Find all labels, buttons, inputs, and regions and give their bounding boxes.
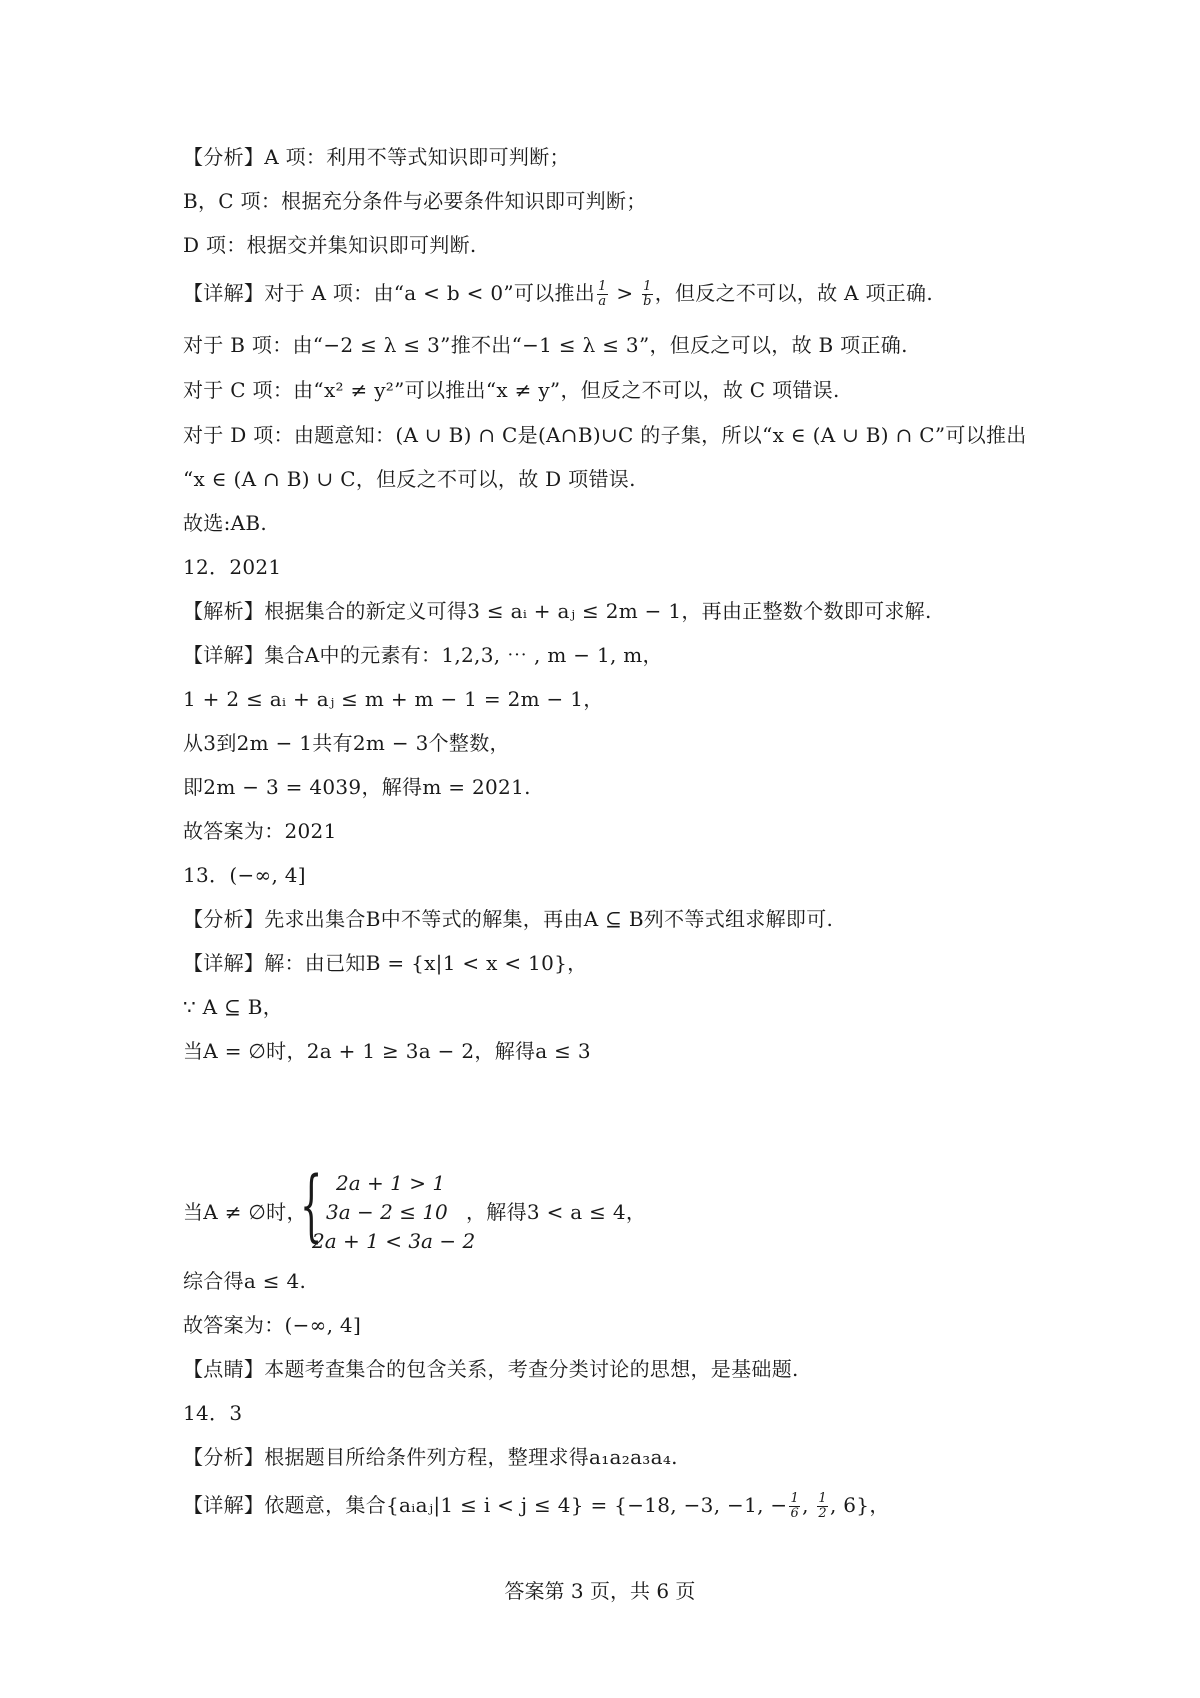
analysis-d-line: D 项：根据交并集知识即可判断. xyxy=(183,233,477,257)
q14-detail-post: , 6}， xyxy=(829,1493,890,1517)
answer-choice-line: 故选:AB. xyxy=(183,511,268,535)
q13-analysis-line: 【分析】先求出集合B中不等式的解集，再由A ⊆ B列不等式组求解即可. xyxy=(183,907,834,931)
q14-analysis-line: 【分析】根据题目所给条件列方程，整理求得a₁a₂a₃a₄. xyxy=(183,1445,678,1469)
q12-detail-line: 【详解】集合A中的元素有：1,2,3, ⋯ , m − 1, m， xyxy=(183,643,663,667)
system-row-2: 3a − 2 ≤ 10 xyxy=(326,1200,448,1224)
q14-detail-pre: 【详解】依题意，集合{aᵢaⱼ|1 ≤ i < j ≤ 4} = {−18, −3, −1, − xyxy=(183,1493,788,1517)
q12-solve-line: 即2m − 3 = 4039，解得m = 2021. xyxy=(183,775,531,799)
fraction-1-over-a: $\frac{1}{a}$ xyxy=(598,279,607,309)
detail-a-post: ，但反之不可以，故 A 项正确. xyxy=(654,281,934,305)
fraction-1-over-2: $\frac{1}{2}$ xyxy=(818,1491,827,1521)
q13-detail-line: 【详解】解：由已知B = {x|1 < x < 10}， xyxy=(183,951,588,975)
fraction-1-over-b: $\frac{1}{b}$ xyxy=(643,279,652,309)
system-row-3: 2a + 1 < 3a − 2 xyxy=(312,1229,476,1253)
q12-analysis-line: 【解析】根据集合的新定义可得3 ≤ aᵢ + aⱼ ≤ 2m − 1，再由正整数个数即可求解. xyxy=(183,599,932,623)
q13-comment-line: 【点睛】本题考查集合的包含关系，考查分类讨论的思想，是基础题. xyxy=(183,1357,799,1381)
system-row-1: 2a + 1 > 1 xyxy=(336,1171,446,1195)
question-12-heading: 12．2021 xyxy=(183,555,282,579)
q12-answer-line: 故答案为：2021 xyxy=(183,819,337,843)
detail-d-continued: “x ∈ (A ∩ B) ∪ C，但反之不可以，故 D 项错误. xyxy=(183,467,636,491)
question-14-heading: 14．3 xyxy=(183,1401,243,1425)
detail-a-line: 【详解】对于 A 项：由“a < b < 0”可以推出 $\frac{1}{a}$ > $\frac{1}{b}$ ，但反之不可以，故 A 项正确. xyxy=(183,279,934,309)
detail-b-line: 对于 B 项：由“−2 ≤ λ ≤ 3”推不出“−1 ≤ λ ≤ 3”，但反之可以，故 B 项正确. xyxy=(183,333,908,357)
q13-combined-line: 综合得a ≤ 4. xyxy=(183,1269,307,1293)
page-footer: 答案第 3 页，共 6 页 xyxy=(504,1579,696,1603)
q12-count-line: 从3到2m − 1共有2m − 3个整数， xyxy=(183,731,510,755)
detail-d-line: 对于 D 项：由题意知：(A ∪ B) ∩ C是(A∩B)∪C 的子集，所以“x ∈ (A ∪ B) ∩ C”可以推出 xyxy=(183,423,1027,447)
detail-c-line: 对于 C 项：由“x² ≠ y²”可以推出“x ≠ y”，但反之不可以，故 C 项错误. xyxy=(183,378,840,402)
q13-answer-line: 故答案为：(−∞, 4] xyxy=(183,1313,362,1337)
q13-nonempty-case-pre: 当A ≠ ∅时， xyxy=(183,1200,307,1224)
analysis-a-line: 【分析】A 项：利用不等式知识即可判断； xyxy=(183,145,570,169)
q14-detail-line: 【详解】依题意，集合{aᵢaⱼ|1 ≤ i < j ≤ 4} = {−18, −3, −1, − $\frac{1}{6}$ , $\frac{1}{2}$ , 6}， xyxy=(183,1491,890,1521)
q13-because-line: ∵ A ⊆ B， xyxy=(183,995,284,1019)
question-13-heading: 13．(−∞, 4] xyxy=(183,863,306,887)
inequality-system xyxy=(300,1161,476,1254)
fraction-1-over-6: $\frac{1}{6}$ xyxy=(790,1491,800,1521)
detail-a-pre: 【详解】对于 A 项：由“a < b < 0”可以推出 xyxy=(183,281,596,305)
q12-inequality-line: 1 + 2 ≤ aᵢ + aⱼ ≤ m + m − 1 = 2m − 1， xyxy=(183,687,604,711)
q13-nonempty-case-post: ，解得3 < a ≤ 4， xyxy=(466,1200,647,1224)
q13-empty-case-line: 当A = ∅时，2a + 1 ≥ 3a − 2，解得a ≤ 3 xyxy=(183,1039,591,1063)
analysis-bc-line: B，C 项：根据充分条件与必要条件知识即可判断； xyxy=(183,189,647,213)
left-brace: { xyxy=(300,1161,323,1251)
